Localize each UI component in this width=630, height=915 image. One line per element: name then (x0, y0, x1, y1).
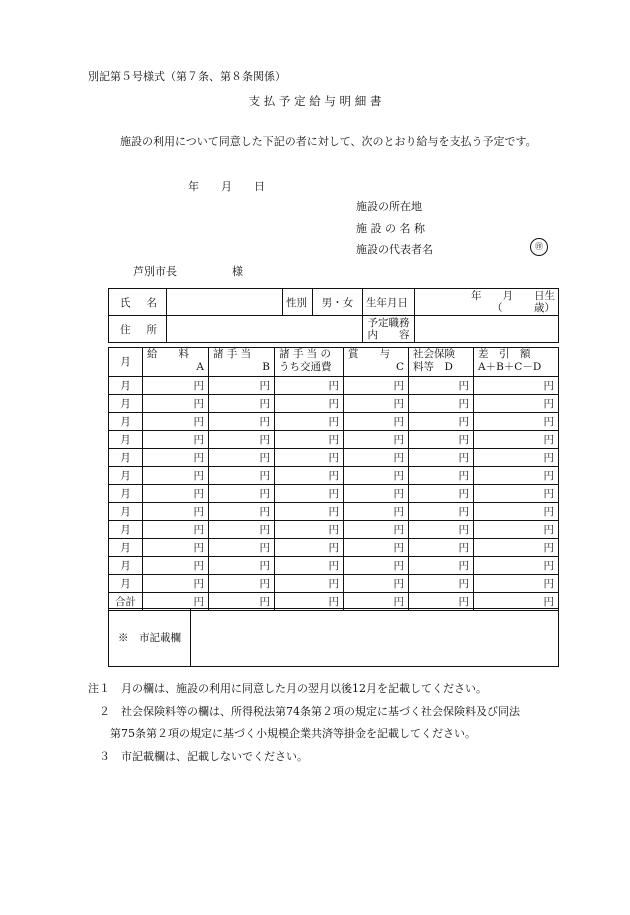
social-insurance-cell[interactable]: 円 (409, 593, 474, 611)
month-cell[interactable]: 月 (109, 467, 143, 485)
gender-choice[interactable]: 男・女 (313, 289, 363, 316)
bonus-cell[interactable]: 円 (344, 539, 409, 557)
note-2a: ２ 社会保険料等の欄は、所得税法第74条第２項の規定に基づく社会保険料及び同法 (88, 704, 520, 718)
allowance-cell[interactable]: 円 (209, 503, 275, 521)
salary-cell[interactable]: 円 (143, 593, 209, 611)
net-amount-cell[interactable]: 円 (474, 431, 559, 449)
note-1: 注１ 月の欄は、施設の利用に同意した月の翌月以後12月を記載してください。 (88, 682, 487, 695)
salary-cell[interactable]: 円 (143, 377, 209, 395)
allowance-cell[interactable]: 円 (209, 539, 275, 557)
allowance-cell[interactable]: 円 (209, 557, 275, 575)
month-cell[interactable]: 月 (109, 485, 143, 503)
header-bonus: 賞 与 C (344, 348, 409, 377)
net-amount-cell[interactable]: 円 (474, 485, 559, 503)
transport-cell[interactable]: 円 (275, 395, 344, 413)
month-cell[interactable]: 月 (109, 539, 143, 557)
seal-mark-icon: ㊞ (530, 238, 548, 256)
social-insurance-cell[interactable]: 円 (409, 485, 474, 503)
person-info-table (108, 288, 559, 343)
social-insurance-cell[interactable]: 円 (409, 575, 474, 593)
month-cell[interactable]: 月 (109, 413, 143, 431)
month-cell[interactable]: 月 (109, 431, 143, 449)
social-insurance-cell[interactable]: 円 (409, 467, 474, 485)
net-amount-cell[interactable]: 円 (474, 575, 559, 593)
allowance-cell[interactable]: 円 (209, 485, 275, 503)
net-amount-cell[interactable]: 円 (474, 467, 559, 485)
city-note-label: ※ 市記載欄 (109, 609, 191, 667)
salary-month-row (109, 377, 559, 395)
bonus-cell[interactable]: 円 (344, 431, 409, 449)
net-amount-cell[interactable]: 円 (474, 539, 559, 557)
facility-name-label: 施 設 の 名 称 (356, 222, 425, 235)
allowance-cell[interactable]: 円 (209, 449, 275, 467)
transport-cell[interactable]: 円 (275, 539, 344, 557)
gender-label: 性別 (283, 289, 313, 316)
allowance-cell[interactable]: 円 (209, 575, 275, 593)
transport-cell[interactable]: 円 (275, 557, 344, 575)
allowance-cell[interactable]: 円 (209, 467, 275, 485)
job-duty-field[interactable] (415, 316, 559, 343)
salary-month-row (109, 557, 559, 575)
net-amount-cell[interactable]: 円 (474, 449, 559, 467)
bonus-cell[interactable]: 円 (344, 467, 409, 485)
facility-representative-label: 施設の代表者名 (356, 243, 433, 256)
transport-cell[interactable]: 円 (275, 431, 344, 449)
allowance-cell[interactable]: 円 (209, 521, 275, 539)
allowance-cell[interactable]: 円 (209, 593, 275, 611)
bonus-cell[interactable]: 円 (344, 521, 409, 539)
allowance-cell[interactable]: 円 (209, 431, 275, 449)
bonus-cell[interactable]: 円 (344, 449, 409, 467)
bonus-cell[interactable]: 円 (344, 575, 409, 593)
salary-cell[interactable]: 円 (143, 395, 209, 413)
social-insurance-cell[interactable]: 円 (409, 431, 474, 449)
name-field[interactable] (167, 289, 283, 316)
form-number-label: 別記第５号様式（第７条、第８条関係） (88, 70, 286, 83)
salary-month-row (109, 485, 559, 503)
social-insurance-cell[interactable]: 円 (409, 539, 474, 557)
name-label: 氏 名 (109, 289, 167, 316)
bonus-cell[interactable]: 円 (344, 503, 409, 521)
transport-cell[interactable]: 円 (275, 449, 344, 467)
salary-month-row (109, 449, 559, 467)
salary-cell[interactable]: 円 (143, 539, 209, 557)
month-cell[interactable]: 月 (109, 377, 143, 395)
social-insurance-cell[interactable]: 円 (409, 503, 474, 521)
net-amount-cell[interactable]: 円 (474, 503, 559, 521)
salary-cell[interactable]: 円 (143, 413, 209, 431)
month-cell[interactable]: 月 (109, 557, 143, 575)
social-insurance-cell[interactable]: 円 (409, 557, 474, 575)
month-cell[interactable]: 月 (109, 503, 143, 521)
social-insurance-cell[interactable]: 円 (409, 395, 474, 413)
header-month: 月 (109, 348, 143, 377)
bonus-cell[interactable]: 円 (344, 377, 409, 395)
transport-cell[interactable]: 円 (275, 521, 344, 539)
header-allowance: 諸 手 当 B (209, 348, 275, 377)
bonus-cell[interactable]: 円 (344, 395, 409, 413)
salary-table (108, 347, 559, 611)
social-insurance-cell[interactable]: 円 (409, 377, 474, 395)
transport-cell[interactable]: 円 (275, 377, 344, 395)
allowance-cell[interactable]: 円 (209, 377, 275, 395)
net-amount-cell[interactable]: 円 (474, 395, 559, 413)
salary-month-row (109, 395, 559, 413)
city-note-field[interactable] (191, 609, 559, 667)
salary-month-row (109, 521, 559, 539)
allowance-cell[interactable]: 円 (209, 395, 275, 413)
bonus-cell[interactable]: 円 (344, 485, 409, 503)
bonus-cell[interactable]: 円 (344, 413, 409, 431)
intro-text: 施設の利用について同意した下記の者に対して、次のとおり給与を支払う予定です。 (120, 135, 537, 148)
city-note-table (108, 608, 559, 667)
transport-cell[interactable]: 円 (275, 593, 344, 611)
birthdate-label: 生年月日 (363, 289, 415, 316)
address-label: 住 所 (109, 316, 167, 343)
notes-section (88, 678, 520, 768)
salary-cell[interactable]: 円 (143, 521, 209, 539)
address-field[interactable] (167, 316, 363, 343)
birthdate-field[interactable]: 年 月 日生 （ 歳） (415, 289, 559, 316)
facility-address-label: 施設の所在地 (356, 200, 422, 213)
month-cell[interactable]: 月 (109, 449, 143, 467)
header-net-amount: 差 引 額 A＋B＋C－D (474, 348, 559, 377)
salary-cell[interactable]: 円 (143, 449, 209, 467)
header-social-insurance: 社会保険 料等 D (409, 348, 474, 377)
document-title: 支 払 予 定 給 与 明 細 書 (248, 94, 382, 108)
transport-cell[interactable]: 円 (275, 467, 344, 485)
date-field[interactable]: 年 月 日 (188, 180, 265, 193)
salary-month-row (109, 503, 559, 521)
header-salary: 給 料 A (143, 348, 209, 377)
transport-cell[interactable]: 円 (275, 485, 344, 503)
net-amount-cell[interactable]: 円 (474, 593, 559, 611)
salary-header-row (109, 348, 559, 377)
social-insurance-cell[interactable]: 円 (409, 521, 474, 539)
month-cell[interactable]: 月 (109, 395, 143, 413)
salary-cell[interactable]: 円 (143, 575, 209, 593)
net-amount-cell[interactable]: 円 (474, 521, 559, 539)
social-insurance-cell[interactable]: 円 (409, 449, 474, 467)
note-3: ３ 市記載欄は、記載しないでください。 (88, 749, 308, 763)
net-amount-cell[interactable]: 円 (474, 377, 559, 395)
salary-cell[interactable]: 円 (143, 485, 209, 503)
social-insurance-cell[interactable]: 円 (409, 413, 474, 431)
salary-month-row (109, 575, 559, 593)
salary-month-row (109, 413, 559, 431)
total-label: 合計 (109, 593, 143, 611)
net-amount-cell[interactable]: 円 (474, 557, 559, 575)
salary-cell[interactable]: 円 (143, 431, 209, 449)
header-transport: 諸 手 当 の うち交通費 (275, 348, 344, 377)
salary-cell[interactable]: 円 (143, 467, 209, 485)
salary-month-row (109, 467, 559, 485)
month-cell[interactable]: 月 (109, 575, 143, 593)
transport-cell[interactable]: 円 (275, 413, 344, 431)
salary-cell[interactable]: 円 (143, 503, 209, 521)
addressee-line: 芦別市長 様 (133, 265, 243, 278)
job-duty-label: 予定職務 内 容 (363, 316, 415, 343)
transport-cell[interactable]: 円 (275, 575, 344, 593)
allowance-cell[interactable]: 円 (209, 413, 275, 431)
net-amount-cell[interactable]: 円 (474, 413, 559, 431)
salary-cell[interactable]: 円 (143, 557, 209, 575)
salary-month-row (109, 431, 559, 449)
bonus-cell[interactable]: 円 (344, 593, 409, 611)
salary-month-row (109, 539, 559, 557)
note-2b: 第75条第２項の規定に基づく小規模企業共済等掛金を記載してください。 (88, 727, 476, 740)
month-cell[interactable]: 月 (109, 521, 143, 539)
transport-cell[interactable]: 円 (275, 503, 344, 521)
bonus-cell[interactable]: 円 (344, 557, 409, 575)
